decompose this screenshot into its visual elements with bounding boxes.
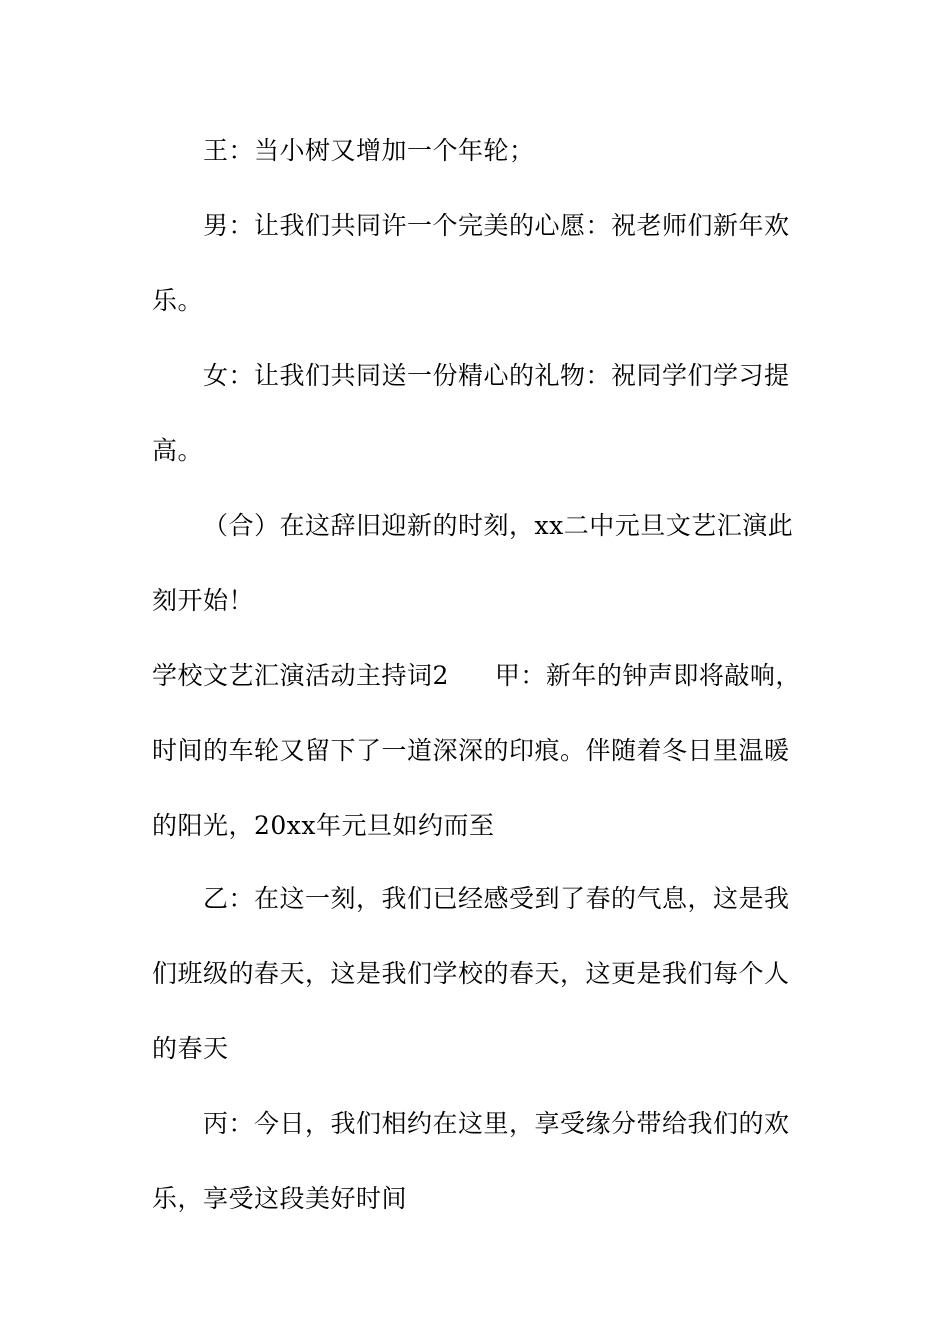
paragraph-line: 的春天: [152, 1034, 229, 1063]
section-heading-line: [152, 661, 812, 691]
paragraph-text: 甲：新年的钟声即将敲响，: [494, 661, 801, 690]
paragraph-line: 王：当小树又增加一个年轮；: [203, 136, 535, 165]
paragraph-line: 乙：在这一刻，我们已经感受到了春的气息，这是我: [203, 884, 790, 913]
paragraph-line: 女：让我们共同送一份精心的礼物：祝同学们学习提: [203, 361, 790, 390]
paragraph-line: 乐。: [152, 286, 204, 315]
paragraph-line: （合）在这辞旧迎新的时刻，xx二中元旦文艺汇演此: [203, 511, 794, 540]
paragraph-line: 乐，享受这段美好时间: [152, 1184, 408, 1213]
paragraph-line: 们班级的春天，这是我们学校的春天，这更是我们每个人: [152, 959, 790, 988]
section-title: 学校文艺汇演活动主持词2: [152, 661, 449, 690]
paragraph-line: 男：让我们共同许一个完美的心愿：祝老师们新年欢: [203, 211, 790, 240]
paragraph-line: 丙：今日，我们相约在这里，享受缘分带给我们的欢: [203, 1109, 790, 1138]
paragraph-line: 时间的车轮又留下了一道深深的印痕。伴随着冬日里温暖: [152, 736, 790, 765]
paragraph-line: 高。: [152, 436, 204, 465]
paragraph-line: 刻开始！: [152, 586, 255, 615]
paragraph-line: 的阳光，20xx年元旦如约而至: [152, 811, 495, 840]
